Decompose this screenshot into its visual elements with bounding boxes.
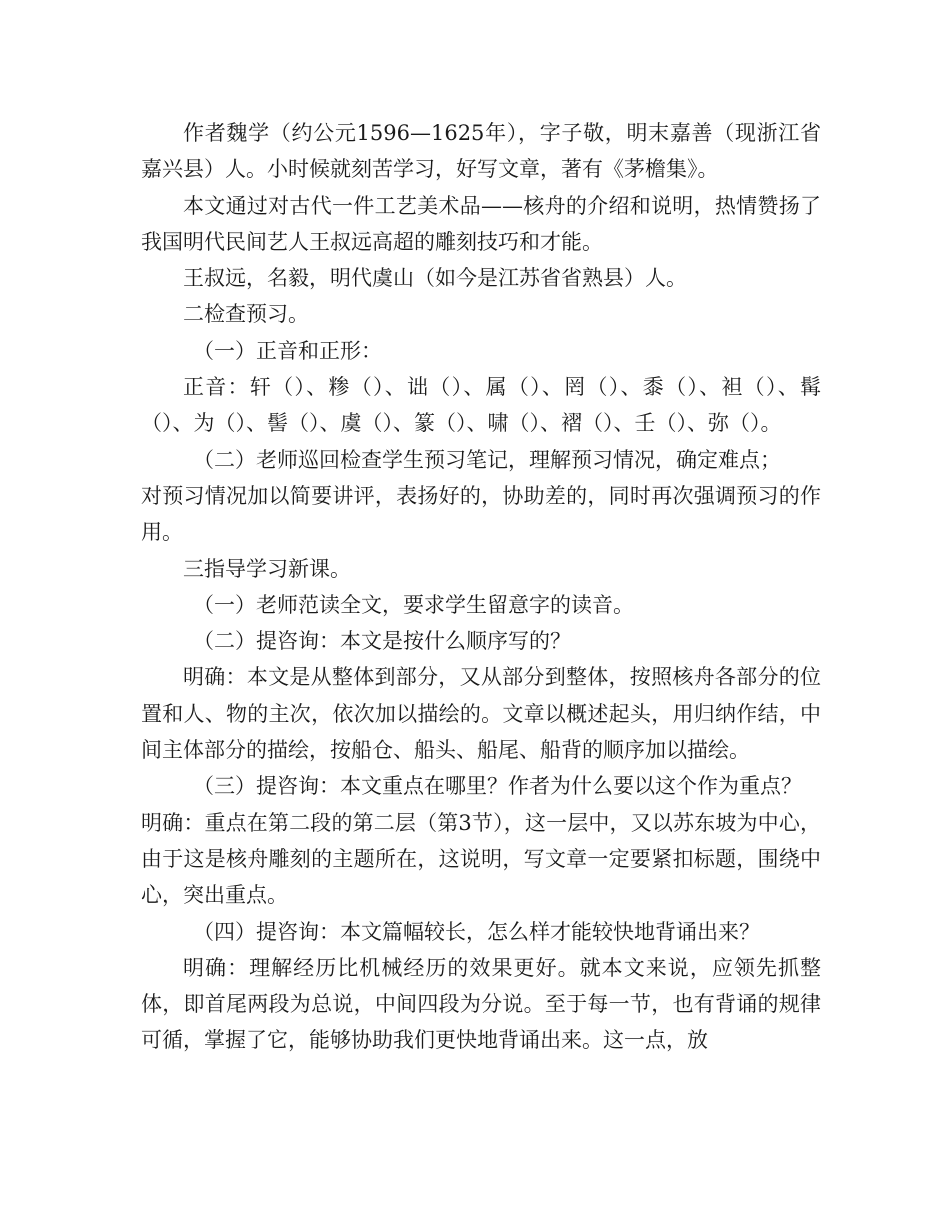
paragraph-preview-comment: 对预习情况加以简要讲评，表扬好的，协助差的，同时再次强调预习的作用。: [141, 483, 821, 545]
paragraph-author-intro: 作者魏学（约公元1596—1625年），字子敬，明末嘉善（现浙江省嘉兴县）人。小时候就刻苦学习，好写文章，著有《茅檐集》。: [141, 121, 821, 182]
question-recitation: （四）提咨询：本文篇幅较长，怎么样才能较快地背诵出来？: [193, 919, 760, 944]
section-heading-new-lesson: 三指导学习新课。: [183, 556, 351, 581]
answer-recitation: 明确：理解经历比机械经历的效果更好。就本文来说，应领先抓整体，即首尾两段为总说，中间四段为分说。至于每一节，也有背诵的规律可循，掌握了它，能够协助我们更快地背诵出来。这一点，放: [141, 955, 821, 1053]
answer-order: 明确：本文是从整体到部分，又从部分到整体，按照核舟各部分的位置和人、物的主次，依次加以描绘的。文章以概述起头，用归纳作结，中间主体部分的描绘，按船仓、船头、船尾、船背的顺序加以描绘。: [141, 665, 821, 763]
subheading-pronunciation: （一）正音和正形：: [193, 338, 382, 363]
question-focus: （三）提咨询：本文重点在哪里？作者为什么要以这个作为重点？: [193, 774, 802, 799]
paragraph-wang-shuyuan: 王叔远，名毅，明代虞山（如今是江苏省省熟县）人。: [183, 266, 687, 291]
question-order: （二）提咨询：本文是按什么顺序写的？: [193, 629, 571, 654]
section-heading-check-preview: 二检查预习。: [183, 302, 309, 327]
answer-focus: 明确：重点在第二段的第二层（第3节），这一层中，又以苏东坡为中心，由于这是核舟雕刻的主题所在，这说明，写文章一定要紧扣标题，围绕中心，突出重点。: [141, 810, 821, 908]
paragraph-pronunciation-list: 正音：轩（）、糁（）、诎（）、属（）、罔（）、黍（）、袒（）、髯（）、为（）、髻（）、虞（）、篆（）、啸（）、褶（）、壬（）、弥（）。: [141, 375, 821, 436]
paragraph-teacher-check: （二）老师巡回检查学生预习笔记，理解预习情况，确定难点；: [193, 447, 781, 472]
paragraph-teacher-reading: （一）老师范读全文，要求学生留意字的读音。: [193, 592, 634, 617]
paragraph-summary: 本文通过对古代一件工艺美术品——核舟的介绍和说明，热情赞扬了我国明代民间艺人王叔远高超的雕刻技巧和才能。: [141, 193, 821, 254]
document-body: [141, 115, 821, 1059]
